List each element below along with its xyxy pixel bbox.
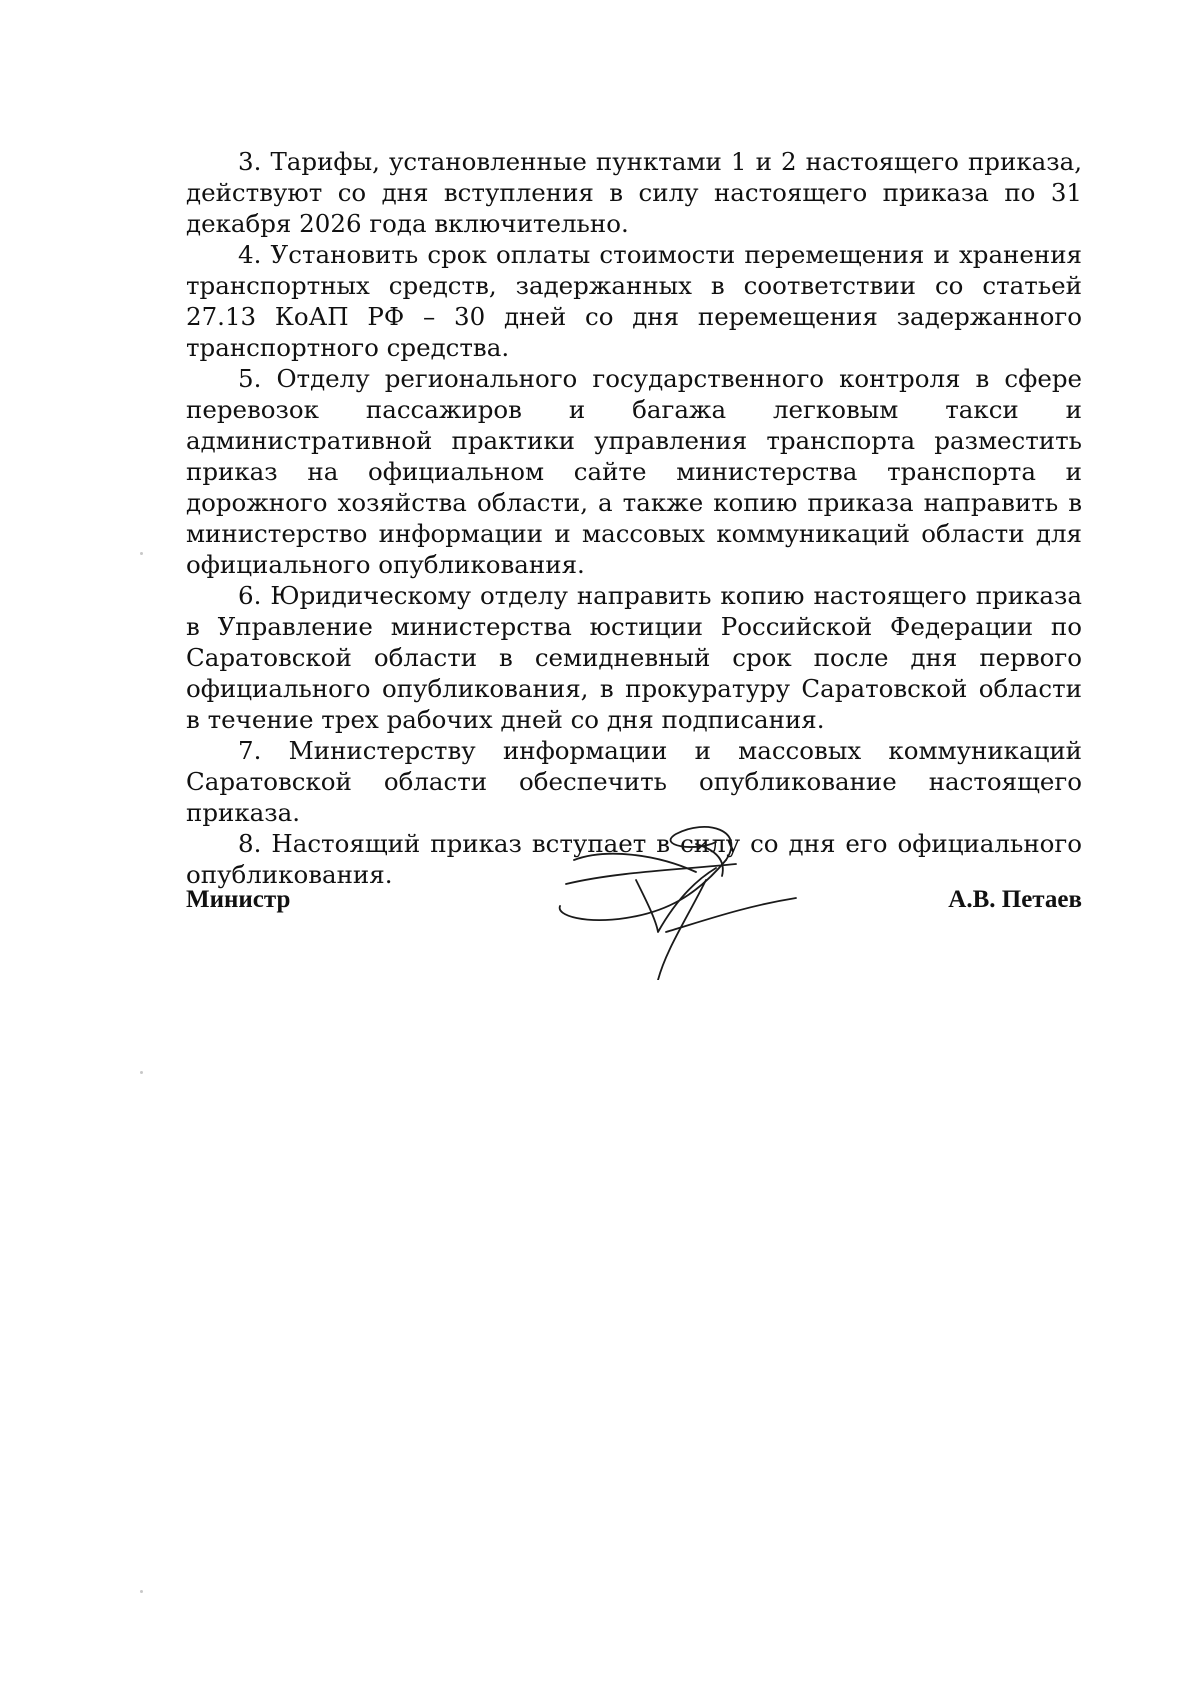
paragraph-4: 4. Установить срок оплаты стоимости перемещения и хранения транспортных средств, задержанных в соответствии со статьей 27.13 КоАП РФ – 30 дней со дня перемещения задержанного транспортного средства. bbox=[186, 240, 1082, 362]
signatory-name: А.В. Петаев bbox=[948, 886, 1082, 913]
paragraph-7: 7. Министерству информации и массовых коммуникаций Саратовской области обеспечить опубликование настоящего приказа. bbox=[186, 736, 1082, 827]
paragraph-3: 3. Тарифы, установленные пунктами 1 и 2 настоящего приказа, действуют со дня вступления в силу настоящего приказа по 31 декабря 2026 года включительно. bbox=[186, 147, 1082, 238]
paragraph-6: 6. Юридическому отделу направить копию настоящего приказа в Управление министерства юстиции Российской Федерации по Саратовской области в семидневный срок после дня первого официального опубликования, в прокуратуру Саратовской области в течение трех рабочих дней со дня подписания. bbox=[186, 581, 1082, 734]
scan-speck bbox=[140, 1590, 143, 1593]
signature-block bbox=[186, 820, 1082, 990]
scan-speck bbox=[140, 552, 143, 555]
signatory-role: Министр bbox=[186, 886, 291, 913]
handwritten-signature bbox=[546, 820, 806, 980]
scan-speck bbox=[140, 1071, 143, 1074]
paragraph-8: 8. Настоящий приказ вступает в силу со дня его официального опубликования. bbox=[186, 829, 1082, 889]
paragraph-5: 5. Отделу регионального государственного контроля в сфере перевозок пассажиров и багажа легковым такси и административной практики управления транспорта разместить приказ на официальном сайте министерства транспорта и дорожного хозяйства области, а также копию приказа направить в министерство информации и массовых коммуникаций области для официального опубликования. bbox=[186, 364, 1082, 579]
document-body bbox=[186, 146, 1082, 890]
